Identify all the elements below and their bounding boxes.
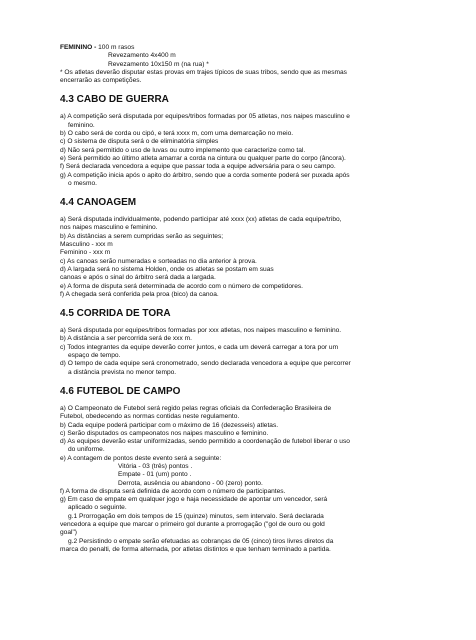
paragraph-line: a) Será disputada individualmente, podendo participar até xxxx (xx) atletas de cada equipe/tribo, — [60, 216, 342, 224]
section-heading-futebol: 4.6 FUTEBOL DE CAMPO — [60, 385, 181, 397]
feminino-item: Revezamento 10x150 m (na rua) * — [108, 60, 209, 68]
paragraph-line: g) A competição inicia após o apito do árbitro, sendo que a corda somente poderá ser puxada após — [60, 171, 350, 179]
paragraph-line: g.1 Prorrogação em dois tempos de 15 (quinze) minutos, sem intervalo. Será declarada — [68, 512, 324, 520]
section-body-canoagem — [60, 216, 450, 299]
paragraph-line: a) O Campeonato de Futebol será regido pelas regras oficiais da Confederação Brasileira de — [60, 404, 332, 412]
paragraph-line: f) A forma de disputa será definida de acordo com o número de participantes. — [60, 487, 286, 495]
paragraph-line: nos naipes masculino e feminino. — [60, 224, 158, 232]
paragraph-line: f) Será declarada vencedora a equipe que passar toda a equipe adversária para o seu campo. — [60, 163, 336, 171]
paragraph-line: Feminino - xxx m — [60, 249, 111, 257]
paragraph-line: c) Serão disputados os campeonatos nos naipes masculino e feminino. — [60, 429, 269, 437]
paragraph-line: b) O cabo será de corda ou cipó, e terá xxxx m, com uma demarcação no meio. — [60, 130, 294, 138]
feminino-label: FEMININO - — [60, 44, 97, 51]
paragraph-line: g.2 Persistindo o empate serão efetuadas as cobranças de 05 (cinco) tiros livres diretos da — [68, 537, 334, 545]
paragraph-line: b) Cada equipe poderá participar com o máximo de 16 (dezesseis) atletas. — [60, 421, 279, 429]
paragraph-line: Masculino - xxx m — [60, 241, 113, 249]
section-heading-cabo: 4.3 CABO DE GUERRA — [60, 94, 169, 106]
paragraph-line: feminino. — [68, 121, 95, 129]
paragraph-line: c) Todos integrantes da equipe deverão correr juntos, e cada um deverá carregar a tora por um — [60, 343, 339, 351]
paragraph-line: Futebol, obedecendo as normas contidas neste regulamento. — [60, 413, 240, 421]
note-text: * Os atletas deverão disputar estas provas em trajes típicos de suas tribos, sendo que as mesmas — [60, 68, 347, 76]
paragraph-line: vencedora a equipe que marcar o primeiro gol durante a prorrogação ("gol de ouro ou gold — [60, 521, 325, 529]
section-body-tora — [60, 327, 450, 377]
feminino-item: 100 m rasos — [98, 44, 135, 51]
paragraph-line: aplicado o seguinte. — [68, 504, 127, 512]
paragraph-line: d) O tempo de cada equipe será cronometrado, sendo declarada vencedora a equipe que percorrer — [60, 360, 351, 368]
paragraph-line: d) As equipes deverão estar uniformizadas, sendo permitido a coordenação de futebol liberar o uso — [60, 438, 350, 446]
paragraph-line: d) Não será permitido o uso de luvas ou outro implemento que caracterize como tal. — [60, 146, 306, 154]
paragraph-line: b) As distâncias a serem cumpridas serão as seguintes; — [60, 232, 224, 240]
scoring-line: Vitória - 03 (três) pontos . — [118, 462, 193, 470]
section-heading-canoagem: 4.4 CANOAGEM — [60, 197, 137, 209]
paragraph-line: e) Será permitido ao último atleta amarrar a corda na cintura ou qualquer parte do corpo (âncora). — [60, 154, 346, 162]
paragraph-line: e) A contagem de pontos deste evento será a seguinte: — [60, 454, 222, 462]
paragraph-line: marca do penalti, de forma alternada, por atletas distintos e que tenham terminado a partida. — [60, 545, 331, 553]
paragraph-line: b) A distância a ser percorrida será de xxx m. — [60, 335, 192, 343]
paragraph-line: a) Será disputada por equipes/tribos formadas por xxx atletas, nos naipes masculino e feminino. — [60, 327, 342, 335]
paragraph-line: espaço de tempo. — [68, 352, 121, 360]
paragraph-line: f) A chegada será conferida pela proa (bico) da canoa. — [60, 290, 219, 298]
feminino-block — [60, 44, 450, 85]
note-text: encerrarão as competições. — [60, 77, 142, 85]
paragraph-line: e) A forma de disputa será determinada de acordo com o número de competidores. — [60, 282, 304, 290]
paragraph-line: c) As canoas serão numeradas e sorteadas no dia anterior à prova. — [60, 257, 257, 265]
paragraph-line: a) A competição será disputada por equipes/tribos formadas por 05 atletas, nos naipes masculino e — [60, 113, 350, 121]
paragraph-line: c) O sistema de disputa será o de eliminatória simples — [60, 138, 219, 146]
section-heading-tora: 4.5 CORRIDA DE TORA — [60, 308, 171, 320]
paragraph-line: goal") — [60, 529, 78, 537]
paragraph-line: do uniforme. — [68, 446, 105, 454]
feminino-item: Revezamento 4x400 m — [108, 52, 176, 60]
scoring-line: Empate - 01 (um) ponto . — [118, 471, 192, 479]
feminino-line — [60, 44, 450, 52]
document-page — [60, 44, 450, 554]
section-body-cabo — [60, 113, 450, 188]
paragraph-line: a distância prevista no menor tempo. — [68, 368, 177, 376]
paragraph-line: d) A largada será no sistema Holden, onde os atletas se postam em suas — [60, 265, 274, 273]
section-body-futebol — [60, 405, 450, 554]
scoring-line: Derrota, ausência ou abandono - 00 (zero) ponto. — [118, 479, 263, 487]
paragraph-line: g) Em caso de empate em qualquer jogo e haja necessidade de apontar um vencedor, será — [60, 496, 328, 504]
paragraph-line: canoas e após o sinal do árbitro será dada a largada. — [60, 274, 216, 282]
paragraph-line: o mesmo. — [68, 179, 97, 187]
